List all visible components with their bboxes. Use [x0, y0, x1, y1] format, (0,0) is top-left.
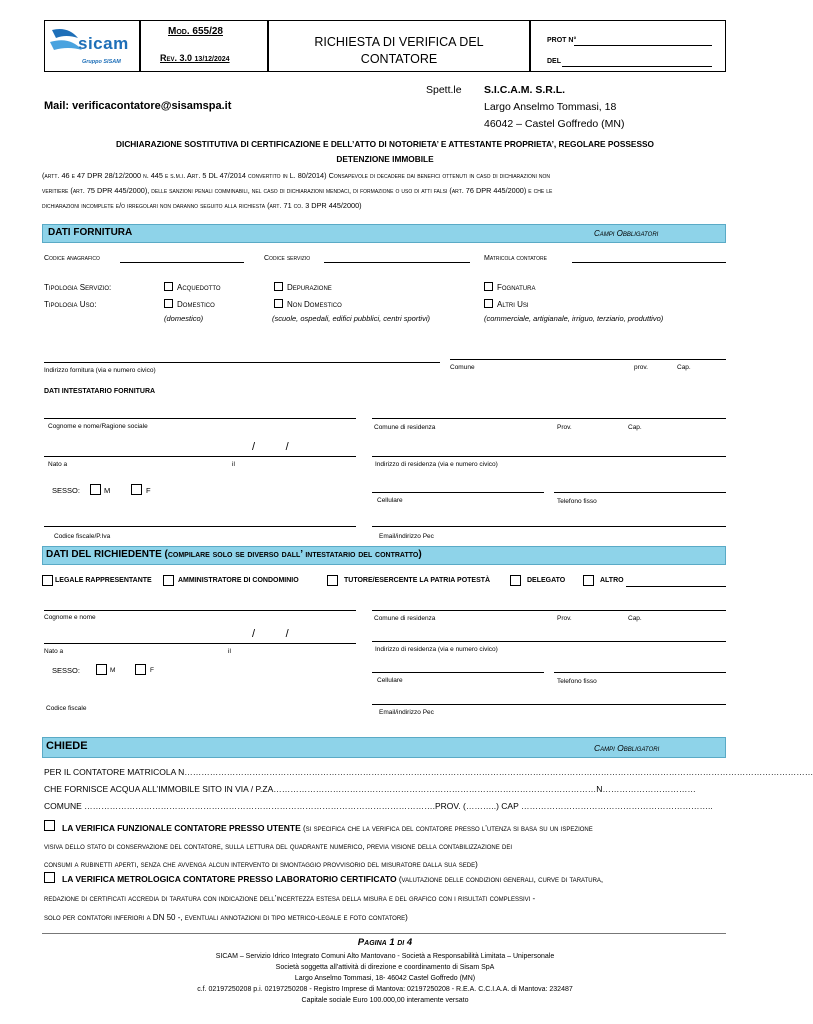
- comune-fornitura-label: Comune: [450, 364, 475, 371]
- richiedente-cf-label: Codice fiscale: [46, 705, 87, 712]
- recipient-city: 46042 – Castel Goffredo (MN): [484, 118, 625, 130]
- prot-field[interactable]: [574, 45, 712, 46]
- richiedente-email-field[interactable]: [372, 704, 726, 705]
- codice-anagrafico-label: Codice anagrafico: [44, 255, 100, 262]
- intestatario-cap-label: Cap.: [628, 424, 642, 431]
- intestatario-f-checkbox[interactable]: [131, 484, 142, 495]
- richiedente-f-label: F: [150, 667, 154, 674]
- intestatario-nato-field[interactable]: [44, 456, 356, 457]
- domestico-checkbox[interactable]: [164, 299, 173, 308]
- richiedente-m-checkbox[interactable]: [96, 664, 107, 675]
- recipient-company: S.I.C.A.M. S.R.L.: [484, 84, 566, 96]
- declaration-note-line3: dichiarazioni incomplete e/o irregolari non daranno seguito alla richiesta (art. 71 co. 3 DPR 445/2000): [42, 201, 362, 210]
- cap-fornitura-label: Cap.: [677, 364, 691, 371]
- indirizzo-fornitura-label: Indirizzo fornitura (via e numero civico): [44, 367, 156, 374]
- intestatario-email-label: Email/indirizzo Pec: [379, 533, 434, 540]
- footer-line1: SICAM – Servizio Idrico Integrato Comuni Alto Mantovano - Società a Responsabilità Limitata – Unipersonale: [215, 953, 555, 960]
- declaration-title: [40, 137, 730, 167]
- codice-servizio-field[interactable]: [324, 262, 470, 263]
- rev-number: [160, 53, 230, 63]
- richiedente-comune-field[interactable]: [372, 610, 726, 611]
- fognatura-label: Fognatura: [497, 283, 536, 292]
- del-label: DEL: [547, 58, 561, 65]
- richiedente-date-slashes: / /: [252, 628, 289, 640]
- mod-number: Mod. 655/28: [168, 26, 223, 37]
- amministratore-label: AMMINISTRATORE DI CONDOMINIO: [178, 577, 299, 584]
- rev-date: 13/12/2024: [194, 56, 230, 63]
- chiede-title: CHIEDE: [46, 740, 88, 752]
- richiedente-indirizzo-label: Indirizzo di residenza (via e numero civico): [375, 646, 498, 653]
- form-title-line1: RICHIESTA DI VERIFICA DEL: [314, 35, 484, 49]
- intestatario-date-slashes: / /: [252, 441, 289, 453]
- intestatario-m-checkbox[interactable]: [90, 484, 101, 495]
- footer-line5: Capitale sociale Euro 100.000,00 interamente versato: [301, 997, 469, 1004]
- chiede-required: Campi Obbligatori: [594, 743, 660, 753]
- intestatario-cognome-field[interactable]: [44, 418, 356, 419]
- mail-address: Mail: verificacontatore@sisamspa.it: [44, 100, 232, 112]
- page-number: Pagina 1 di 4: [357, 937, 413, 948]
- richiedente-telefono-label: Telefono fisso: [557, 678, 597, 685]
- legale-label: LEGALE RAPPRESENTANTE: [55, 577, 152, 584]
- declaration-title-line1: DICHIARAZIONE SOSTITUTIVA DI CERTIFICAZIONE E DELL’ATTO DI NOTORIETA’ E ATTESTANTE PROPRIETA’, REGOLARE POSSESSO: [116, 139, 654, 149]
- declaration-note: [42, 168, 730, 213]
- footer-line4: c.f. 02197250208 p.i. 02197250208 - Registro Imprese di Mantova: 02197250208 - R.E.A. C.C.I.A.A. di Mantova: 232487: [197, 986, 573, 993]
- intestatario-comune-field[interactable]: [372, 418, 726, 419]
- delegato-label: DELEGATO: [527, 577, 566, 584]
- richiedente-telefono-field[interactable]: [554, 672, 726, 673]
- altro-checkbox[interactable]: [583, 575, 594, 586]
- intestatario-cognome-label: Cognome e nome/Ragione sociale: [48, 423, 148, 430]
- declaration-title-line2: DETENZIONE IMMOBILE: [336, 154, 434, 164]
- verifica-funzionale-desc-c: consumi a rubinetti aperti, senza che avvenga alcun intervento di smontaggio provvisorio del misuratore dalla sua sede): [44, 860, 478, 869]
- richiedente-cognome-field[interactable]: [44, 610, 356, 611]
- altro-field[interactable]: [626, 586, 726, 587]
- declaration-note-line1: (artt. 46 e 47 DPR 28/12/2000 n. 445 e s.m.i. Art. 5 DL 47/2014 convertito in L. 80/2014) Consapevole di decadere dai benefici ottenuti in caso di dichiarazioni non: [42, 171, 550, 180]
- intestatario-nato-label: Nato a: [48, 461, 68, 468]
- tipologia-uso-label: Tipologia Uso:: [44, 300, 97, 309]
- intestatario-m-label: M: [104, 486, 111, 495]
- tutore-label: TUTORE/ESERCENTE LA PATRIA POTESTÀ: [344, 577, 491, 584]
- intestatario-cellulare-label: Cellulare: [377, 497, 403, 504]
- intestatario-cf-label: Codice fiscale/P.Iva: [54, 533, 111, 540]
- altri-usi-note: (commerciale, artigianale, irriguo, terziario, produttivo): [484, 314, 664, 323]
- logo-text: sicam: [78, 34, 129, 53]
- intestatario-indirizzo-label: Indirizzo di residenza (via e numero civico): [375, 461, 498, 468]
- intestatario-comune-label: Comune di residenza: [374, 424, 436, 431]
- verifica-funzionale-title: LA VERIFICA FUNZIONALE CONTATORE PRESSO UTENTE: [62, 823, 301, 833]
- richiedente-indirizzo-field[interactable]: [372, 641, 726, 642]
- verifica-metrologica-desc-c: solo per contatori inferiori a DN 50 -, eventuali annotazioni di tipo metrico-legale e foto contatore): [44, 913, 408, 922]
- prot-label: PROT N°: [547, 37, 577, 44]
- chiede-comune-line[interactable]: COMUNE …………………………………………………………………………………………………………….PROV. (………..) CAP …………………………………………………………..: [44, 801, 713, 811]
- matricola-label: Matricola contatore: [484, 255, 547, 262]
- intestatario-sesso-label: SESSO:: [52, 486, 80, 495]
- richiedente-prov-label: Prov.: [557, 615, 572, 622]
- verifica-funzionale-text: [44, 819, 728, 874]
- verifica-funzionale-desc-b: visiva dello stato di conservazione del contatore, sulla lettura del quadrante numerico, previa visione della contabilizzazione dei: [44, 842, 512, 851]
- depurazione-checkbox[interactable]: [274, 282, 283, 291]
- codice-anagrafico-field[interactable]: [120, 262, 244, 263]
- intestatario-prov-label: Prov.: [557, 424, 572, 431]
- altri-usi-checkbox[interactable]: [484, 299, 493, 308]
- richiedente-nato-field[interactable]: [44, 643, 356, 644]
- richiedente-email-label: Email/indirizzo Pec: [379, 709, 434, 716]
- footer-text: [0, 951, 770, 1006]
- footer-line2: Società soggetta all’attività di direzione e coordinamento di Sisam SpA: [275, 964, 495, 971]
- verifica-metrologica-title: LA VERIFICA METROLOGICA CONTATORE PRESSO LABORATORIO CERTIFICATO: [62, 874, 397, 884]
- fornitura-title: DATI FORNITURA: [48, 227, 133, 238]
- intestatario-f-label: F: [146, 486, 151, 495]
- indirizzo-fornitura-field[interactable]: [44, 362, 440, 363]
- acquedotto-label: Acquedotto: [177, 283, 221, 292]
- spett-label: Spett.le: [426, 84, 462, 96]
- verifica-metrologica-text: [44, 870, 728, 927]
- rev-label: Rev. 3.0: [160, 53, 193, 63]
- delegato-checkbox[interactable]: [510, 575, 521, 586]
- domestico-note: (domestico): [164, 314, 204, 323]
- legale-checkbox[interactable]: [42, 575, 53, 586]
- intestatario-telefono-label: Telefono fisso: [557, 498, 597, 505]
- richiedente-nato-label: Nato a: [44, 648, 64, 655]
- altro-label: ALTRO: [600, 577, 624, 584]
- altri-usi-label: Altri Usi: [497, 300, 529, 309]
- richiedente-cellulare-label: Cellulare: [377, 677, 403, 684]
- prov-fornitura-label: prov.: [634, 364, 648, 371]
- non-domestico-checkbox[interactable]: [274, 299, 283, 308]
- richiedente-m-label: M: [110, 667, 116, 674]
- intestatario-indirizzo-field[interactable]: [372, 456, 726, 457]
- richiedente-comune-label: Comune di residenza: [374, 615, 436, 622]
- intestatario-il-label: il: [232, 461, 235, 468]
- comune-fornitura-field[interactable]: [450, 359, 726, 360]
- chiede-matricola-line[interactable]: PER IL CONTATORE MATRICOLA N……………………………………………………………………………………………………………………………………………………………………………………………………: [44, 767, 813, 777]
- intestatario-title: DATI INTESTATARIO FORNITURA: [44, 388, 156, 395]
- richiedente-cellulare-field[interactable]: [372, 672, 544, 673]
- fornitura-required: Campi Obbligatori: [594, 229, 659, 238]
- form-title: [268, 34, 530, 68]
- codice-servizio-label: Codice servizio: [264, 255, 311, 262]
- amministratore-checkbox[interactable]: [163, 575, 174, 586]
- footer-divider: [42, 933, 726, 934]
- intestatario-cellulare-field[interactable]: [372, 492, 544, 493]
- richiedente-cap-label: Cap.: [628, 615, 642, 622]
- non-domestico-note: (scuole, ospedali, edifici pubblici, centri sportivi): [272, 314, 430, 323]
- richiedente-cognome-label: Cognome e nome: [44, 614, 96, 621]
- tipologia-servizio-label: Tipologia Servizio:: [44, 283, 112, 292]
- depurazione-label: Depurazione: [287, 283, 332, 292]
- acquedotto-checkbox[interactable]: [164, 282, 173, 291]
- verifica-metrologica-desc-b: redazione di certificati accredia di taratura con indicazione dell’incertezza estesa della misura e del grafico con i risultati complessivi -: [44, 894, 536, 903]
- richiedente-il-label: il: [228, 648, 231, 655]
- non-domestico-label: Non Domestico: [287, 300, 342, 309]
- form-title-line2: CONTATORE: [360, 52, 438, 66]
- tutore-checkbox[interactable]: [327, 575, 338, 586]
- richiedente-title: DATI DEL RICHIEDENTE (compilare solo se diverso dall’ intestatario del contratto): [46, 549, 422, 560]
- chiede-via-line[interactable]: CHE FORNISCE ACQUA ALL’IMMOBILE SITO IN VIA / P.ZA……………………………………………………………………………………………………N……………………………: [44, 784, 696, 794]
- verifica-metrologica-desc-a: (valutazione delle condizioni generali, curve di taratura,: [396, 875, 604, 884]
- intestatario-cf-field[interactable]: [44, 526, 356, 527]
- declaration-note-line2: veritiere (art. 75 DPR 445/2000), delle sanzioni penali comminabili, nel caso di dichiarazioni mendaci, di formazione o uso di atti falsi (art. 76 DPR 445/2000) e che le: [42, 186, 553, 195]
- fognatura-checkbox[interactable]: [484, 282, 493, 291]
- logo-sub: Gruppo SISAM: [82, 59, 121, 65]
- richiedente-sesso-label: SESSO:: [52, 666, 80, 675]
- verifica-funzionale-desc-a: (si specifica che la verifica del contatore presso l’utenza si basa su un ispezione: [300, 824, 593, 833]
- recipient-street: Largo Anselmo Tommasi, 18: [484, 101, 617, 113]
- matricola-field[interactable]: [572, 262, 726, 263]
- richiedente-f-checkbox[interactable]: [135, 664, 146, 675]
- intestatario-email-field[interactable]: [372, 526, 726, 527]
- domestico-label: Domestico: [177, 300, 215, 309]
- del-field[interactable]: [562, 66, 712, 67]
- intestatario-telefono-field[interactable]: [554, 492, 726, 493]
- footer-line3: Largo Anselmo Tommasi, 18- 46042 Castel Goffredo (MN): [294, 975, 476, 982]
